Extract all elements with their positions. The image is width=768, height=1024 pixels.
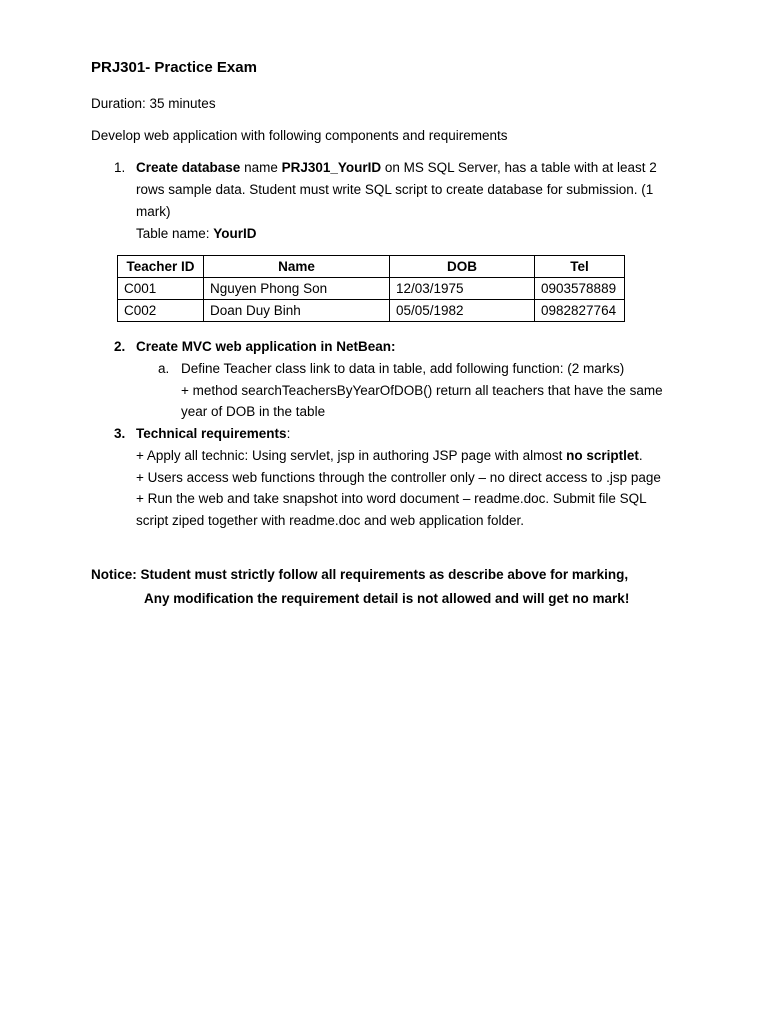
column-header: Tel (535, 256, 625, 278)
item1-line3: mark) (136, 204, 171, 219)
item3-number: 3. (114, 426, 126, 441)
table-row (118, 278, 625, 300)
table-cell: C002 (118, 300, 204, 322)
table-cell: C001 (118, 278, 204, 300)
table-name-label: Table name: (136, 226, 214, 241)
table-cell: 0903578889 (535, 278, 625, 300)
item3-line1-b: no scriptlet (566, 448, 639, 463)
column-header: Teacher ID (118, 256, 204, 278)
table-cell: 05/05/1982 (390, 300, 535, 322)
item1-line1 (136, 157, 657, 179)
item3-line4: script ziped together with readme.doc and web application folder. (136, 513, 524, 528)
item3-line1 (136, 445, 643, 467)
item2-number: 2. (114, 339, 126, 354)
item1-lead: Create database (136, 160, 241, 175)
item3-title-line (136, 423, 290, 445)
item2-sub-text: Define Teacher class link to data in table, add following function: (2 marks) (181, 361, 625, 376)
item2-sub-letter: a. (158, 361, 170, 376)
item2-title: Create MVC web application in NetBean: (136, 339, 396, 354)
item1-line2: rows sample data. Student must write SQL script to create database for submission. (1 (136, 182, 654, 197)
item2-method-line2: year of DOB in the table (181, 404, 326, 419)
table-cell: 0982827764 (535, 300, 625, 322)
item1-number: 1. (114, 160, 126, 175)
item3-title: Technical requirements (136, 426, 287, 441)
item1-db-name: PRJ301_YourID (281, 160, 382, 175)
notice-line1: Notice: Student must strictly follow all requirements as describe above for marking, (91, 567, 629, 582)
column-header: DOB (390, 256, 535, 278)
duration-text: Duration: 35 minutes (91, 96, 216, 111)
document-title: PRJ301- Practice Exam (91, 59, 257, 76)
table-header-row (118, 256, 625, 278)
teacher-table (117, 255, 625, 322)
table-row (118, 300, 625, 322)
intro-text: Develop web application with following components and requirements (91, 128, 508, 143)
item1-table-name-line (136, 223, 257, 245)
item2-method-line: + method searchTeachersByYearOfDOB() return all teachers that have the same (181, 383, 663, 398)
table-cell: 12/03/1975 (390, 278, 535, 300)
item3-line2: + Users access web functions through the controller only – no direct access to .jsp page (136, 470, 661, 485)
item3-line1-a: + Apply all technic: Using servlet, jsp in authoring JSP page with almost (136, 448, 567, 463)
column-header: Name (204, 256, 390, 278)
table-cell: Nguyen Phong Son (204, 278, 390, 300)
table-name-value: YourID (213, 226, 257, 241)
item3-title-colon: : (286, 426, 291, 441)
item1-text-b: on MS SQL Server, has a table with at least 2 (381, 160, 657, 175)
item3-line3: + Run the web and take snapshot into word document – readme.doc. Submit file SQL (136, 491, 647, 506)
notice-line2: Any modification the requirement detail is not allowed and will get no mark! (144, 591, 630, 606)
item3-line1-c: . (638, 448, 643, 463)
item1-text-a: name (240, 160, 282, 175)
table-cell: Doan Duy Binh (204, 300, 390, 322)
